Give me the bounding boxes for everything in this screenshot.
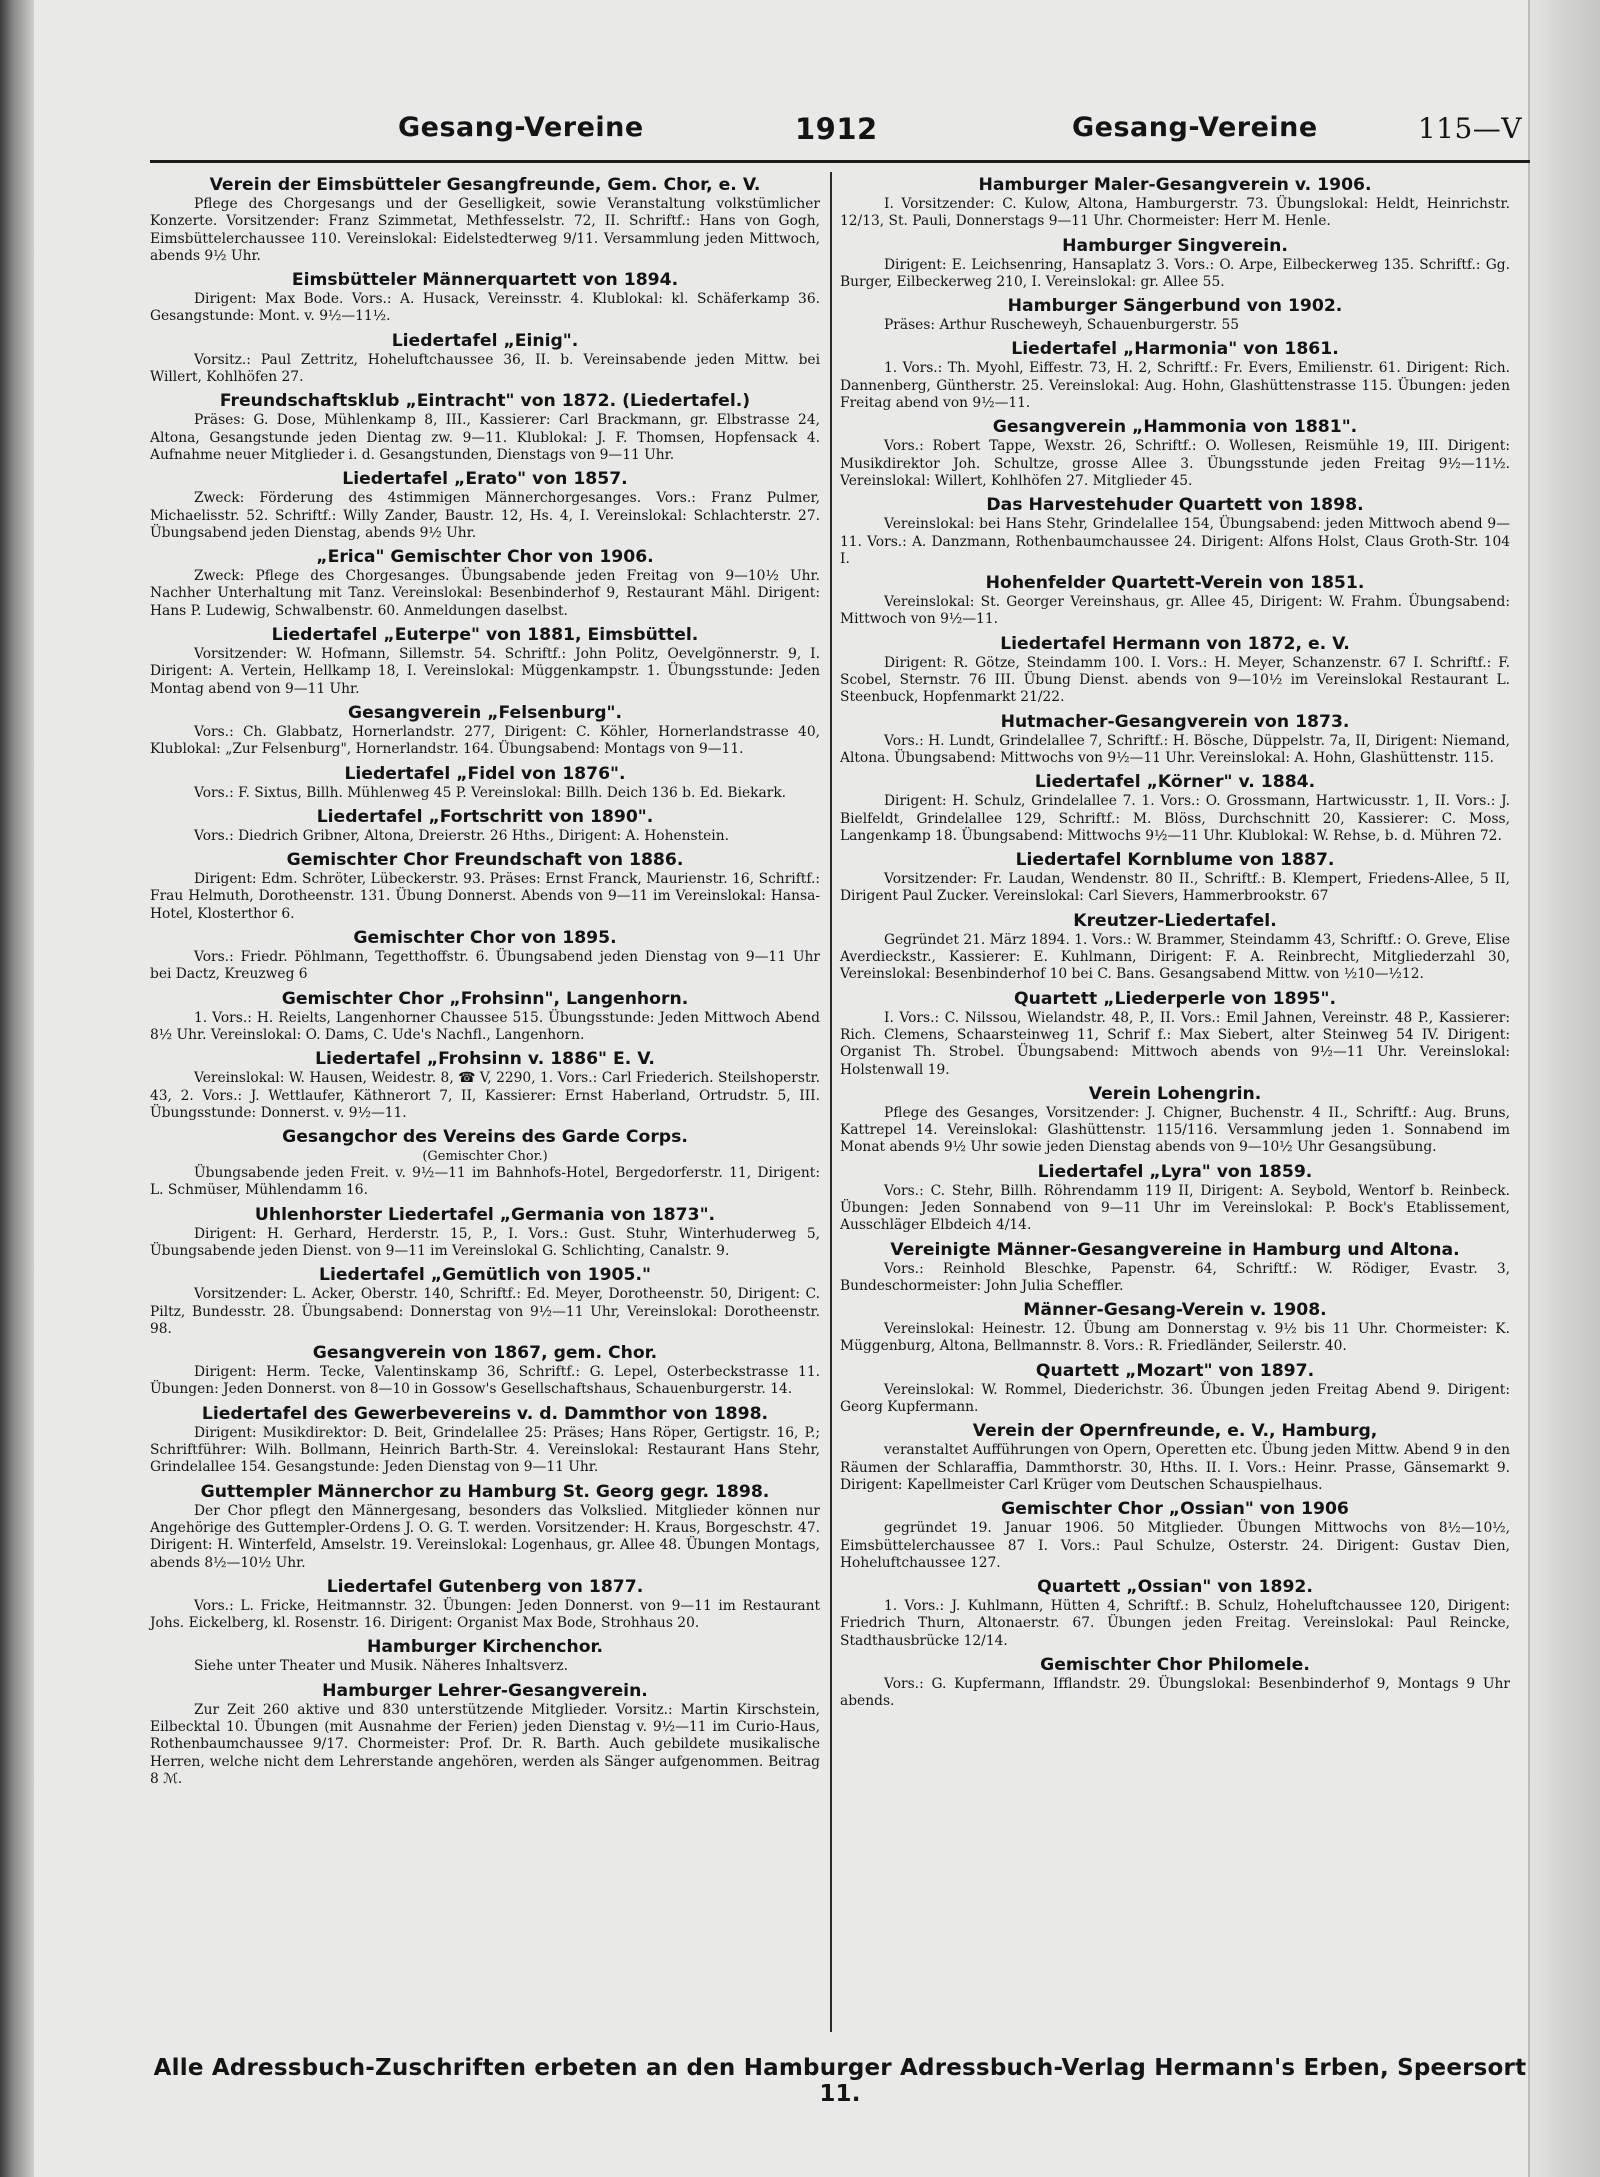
club-entry <box>150 1126 820 1200</box>
club-entry <box>840 771 1510 845</box>
club-details: Dirigent: Max Bode. Vors.: A. Husack, Vereinsstr. 4. Klublokal: kl. Schäferkamp 36. Gesangstunde: Mont. v. 9½—11½. <box>150 291 820 325</box>
club-details: Dirigent: H. Gerhard, Herderstr. 15, P., I. Vors.: Gust. Stuhr, Winterhuderweg 5, Übungsabende jeden Dienst. von 9—11 im Vereinslokal G. Schlichting, Canalstr. 9. <box>150 1225 820 1259</box>
club-details: Vorsitz.: Paul Zettritz, Hoheluftchaussee 36, II. b. Vereinsabende jeden Mittw. bei Willert, Kohlhöfen 27. <box>150 351 820 386</box>
club-name: Verein Lohengrin. <box>1088 1083 1262 1104</box>
club-details: Vors.: Friedr. Pöhlmann, Tegetthoffstr. 6. Übungsabend jeden Dienstag von 9—11 Uhr bei Dactz, Kreuzweg 6 <box>150 949 820 983</box>
club-details: veranstaltet Aufführungen von Opern, Operetten etc. Übung jeden Mittw. Abend 9 in den Räumen der Schlaraffia, Dammthorstr. 30, Hths. II. I. Vors.: Heinr. Prasse, Gänsemarkt 9. Dirigent: Kapellmeister Carl Krüger vom Deutschen Schauspielhaus. <box>840 1442 1510 1493</box>
club-details: Pflege des Gesanges, Vorsitzender: J. Chigner, Buchenstr. 4 II., Schriftf.: Aug. Bruns, Kattrepel 14. Vereinslokal: Glashüttenstr. 115/116. Versammlung jeden 1. Sonnabend im Monat abends 9½ Uhr sowie jeden Dienstag abends von 9—10½ Uhr Gesangsübung. <box>840 1104 1510 1156</box>
left-column <box>150 172 820 1792</box>
club-entry <box>840 1654 1510 1711</box>
club-details: Dirigent: E. Leichsenring, Hansaplatz 3. Vors.: O. Arpe, Eilbeckerweg 135. Schriftf.: Gg. Burger, Eilbeckerweg 210, I. Vereinslokal: gr. Allee 55. <box>840 256 1510 290</box>
club-entry <box>150 763 820 802</box>
club-name: Liedertafel Hermann von 1872, e. V. <box>1000 633 1350 654</box>
club-entry <box>840 711 1510 768</box>
club-name: Hamburger Lehrer-Gesangverein. <box>322 1680 648 1701</box>
club-entry <box>150 849 820 923</box>
club-details: Vors.: Robert Tappe, Wexstr. 26, Schriftf.: O. Wollesen, Reismühle 19, III. Dirigent: Musikdirektor Joh. Schultze, grosse Allee 3. Übungsstunde jeden Freitag 9½—11½. Vereinslokal: Willert, Kohlhöfen 27. Mitglieder 45. <box>840 438 1510 489</box>
club-details: Gegründet 21. März 1894. 1. Vors.: W. Brammer, Steindamm 43, Schriftf.: O. Greve, Elise Averdieckstr., Kassierer: E. Kuhlmann, Dirigent: F. A. Reinbrecht, Mitgliederzahl 30, Vereinslokal: Besenbinderhof 10 bei C. Bans. Gesangsabend Mittw. von ½10—½12. <box>840 931 1510 983</box>
column-divider <box>830 172 832 2032</box>
club-name: Hutmacher-Gesangverein von 1873. <box>1000 711 1350 732</box>
club-details: Vorsitzender: L. Acker, Oberstr. 140, Schriftf.: Ed. Meyer, Dorotheenstr. 50, Dirigent: C. Piltz, Bundesstr. 28. Übungsabend: Donnerstag von 9½—11 Uhr, Vereinslokal: Dorotheenstr. 98. <box>150 1286 820 1337</box>
club-entry <box>840 416 1510 490</box>
club-details: Siehe unter Theater und Musik. Näheres Inhaltsverz. <box>194 1658 568 1675</box>
club-name: Gemischter Chor „Frohsinn", Langenhorn. <box>281 988 689 1009</box>
club-name: Liedertafel „Körner" v. 1884. <box>1034 772 1316 793</box>
club-details: Dirigent: Musikdirektor: D. Beit, Grindelallee 25: Präses; Hans Röper, Gertigstr. 16, P.; Schriftführer: Wilh. Bollmann, Heinrich Barth-Str. 4. Vereinslokal: Restaurant Hans Stehr, Grindelallee 154. Gesangstunde: Jeden Dienstag von 9—11 Uhr. <box>150 1424 820 1476</box>
club-details: Vors.: Diedrich Gribner, Altona, Dreierstr. 26 Hths., Dirigent: A. Hohenstein. <box>194 827 729 844</box>
club-details: gegründet 19. Januar 1906. 50 Mitglieder. Übungen Mittwochs von 8½—10½, Eimsbüttelerchaussee 87 I. Vors.: Paul Schulze, Osterstr. 24. Dirigent: Gustav Dien, Hoheluftchaussee 127. <box>840 1520 1510 1571</box>
club-name: „Erica" Gemischter Chor von 1906. <box>316 547 654 568</box>
club-name: Quartett „Mozart" von 1897. <box>1035 1360 1315 1381</box>
club-details: Vors.: L. Fricke, Heitmannstr. 32. Übungen: Jeden Donnerst. von 9—11 im Restaurant Johs. Eickelberg, kl. Rosenstr. 16. Dirigent: Organist Max Bode, Strohhaus 20. <box>150 1597 820 1632</box>
club-name: Gemischter Chor „Ossian" von 1906 <box>1001 1499 1349 1520</box>
club-entry <box>150 1403 820 1477</box>
club-details: Dirigent: Herm. Tecke, Valentinskamp 36, Schriftf.: G. Lepel, Osterbeckstrasse 11. Übungen: Jeden Donnerst. von 8—10 in Gossow's Gesellschaftshaus, Schauenburgerstr. 14. <box>150 1364 820 1398</box>
club-entry <box>840 338 1510 412</box>
club-details: Zweck: Förderung des 4stimmigen Männerchorgesanges. Vors.: Franz Pulmer, Michaelisstr. 52. Schriftf.: Willy Zander, Baustr. 12, Hs. 4, I. Vereinslokal: Schlachterstr. 27. Übungsabend jeden Dienstag, abends 9½ Uhr. <box>150 490 820 541</box>
club-details: Zweck: Pflege des Chorgesanges. Übungsabende jeden Freitag von 9—10½ Uhr. Nachher Unterhaltung mit Tanz. Vereinslokal: Besenbinderhof 9, Restaurant Mähl. Dirigent: Hans P. Ludewig, Schwalbenstr. 60. Anmeldungen daselbst. <box>150 568 820 619</box>
club-name: Uhlenhorster Liedertafel „Germania von 1873". <box>254 1204 716 1225</box>
club-entry <box>840 174 1510 231</box>
club-name: Freundschaftsklub „Eintracht" von 1872. (Liedertafel.) <box>219 391 751 412</box>
club-details: Vereinslokal: Heinestr. 12. Übung am Donnerstag v. 9½ bis 11 Uhr. Chormeister: K. Müggenburg, Altona, Bellmannstr. 8. Vors.: R. Friedländer, Seilerstr. 40. <box>840 1321 1510 1355</box>
club-entry <box>150 806 820 845</box>
club-details: Vereinslokal: St. Georger Vereinshaus, gr. Allee 45, Dirigent: W. Frahm. Übungsabend: Mittwoch von 9½—11. <box>840 594 1510 628</box>
club-details: Vors.: Ch. Glabbatz, Hornerlandstr. 277, Dirigent: C. Köhler, Hornerlandstrasse 40, Klublokal: „Zur Felsenburg", Hornerlandstr. 164. Übungsabend: Montags von 9—11. <box>150 723 820 758</box>
club-subtitle: (Gemischter Chor.) <box>422 1149 548 1165</box>
header-rule <box>150 160 1530 163</box>
club-entry <box>840 633 1510 707</box>
club-name: Liedertafel Gutenberg von 1877. <box>326 1576 644 1597</box>
club-name: Quartett „Ossian" von 1892. <box>1037 1577 1313 1598</box>
club-entry <box>840 1239 1510 1296</box>
club-name: Liedertafel Kornblume von 1887. <box>1015 850 1335 871</box>
club-name: Liedertafel „Fortschritt von 1890". <box>316 806 654 827</box>
page-footer: Alle Adressbuch-Zuschriften erbeten an den Hamburger Adressbuch-Verlag Hermann's Erben, Speersort 11. <box>153 2055 1527 2107</box>
club-details: Vereinslokal: W. Rommel, Diederichstr. 36. Übungen jeden Freitag Abend 9. Dirigent: Georg Kupfermann. <box>840 1381 1510 1416</box>
club-entry <box>840 1420 1510 1494</box>
club-name: Gemischter Chor von 1895. <box>353 928 617 949</box>
club-name: Hohenfelder Quartett-Verein von 1851. <box>985 573 1365 594</box>
club-details: Dirigent: R. Götze, Steindamm 100. I. Vors.: H. Meyer, Schanzenstr. 67 I. Schriftf.: F. Scobel, Sternstr. 76 III. Übung Dienst. abends von 9—10½ im Vereinslokal Restaurant L. Steenbuck, Hopfenmarkt 21/22. <box>840 654 1510 706</box>
club-entry <box>840 849 1510 906</box>
club-entry <box>840 910 1510 984</box>
club-name: Gesangverein „Hammonia von 1881". <box>992 417 1358 438</box>
club-name: Gesangverein von 1867, gem. Chor. <box>312 1343 658 1364</box>
club-entry <box>150 1680 820 1788</box>
club-name: Hamburger Kirchenchor. <box>366 1637 604 1658</box>
club-entry <box>840 1576 1510 1650</box>
club-name: Verein der Eimsbütteler Gesangfreunde, Gem. Chor, e. V. <box>209 175 761 195</box>
club-details: Vereinslokal: bei Hans Stehr, Grindelallee 154, Übungsabend: jeden Mittwoch abend 9—11. Vors.: A. Danzmann, Rothenbaumchaussee 24. Dirigent: Alfons Holst, Claus Groth-Str. 104 I. <box>840 516 1510 567</box>
club-name: Liedertafel des Gewerbevereins v. d. Dammthor von 1898. <box>201 1403 769 1424</box>
club-name: Gemischter Chor Philomele. <box>1040 1655 1310 1676</box>
club-entry <box>840 494 1510 568</box>
scan-page-edge <box>1528 0 1600 2177</box>
club-entry <box>150 624 820 698</box>
club-entry <box>150 546 820 620</box>
club-details: Vors.: H. Lundt, Grindelallee 7, Schriftf.: H. Bösche, Düppelstr. 7a, II, Dirigent: Niemand, Altona. Übungsabend: Mittwochs von 9½—11 Uhr. Vereinslokal: A. Hohn, Glashüttenstr. 115. <box>840 732 1510 766</box>
club-details: Präses: Arthur Ruscheweyh, Schauenburgerstr. 55 <box>884 317 1240 334</box>
club-name: Liedertafel „Fidel von 1876". <box>344 763 626 784</box>
club-details: Der Chor pflegt den Männergesang, besonders das Volkslied. Mitglieder können nur Angehörige des Guttempler-Ordens J. O. G. T. werden. Vorsitzender: H. Kraus, Borgeschstr. 47. Dirigent: H. Winterfeld, Amselstr. 19. Vereinslokal: Logenhaus, gr. Allee 48. Übungen Montags, abends 8½—10½ Uhr. <box>150 1502 820 1571</box>
club-entry <box>150 1576 820 1633</box>
club-name: Männer-Gesang-Verein v. 1908. <box>1023 1300 1327 1321</box>
scan-binding-edge <box>0 0 34 2177</box>
header-right-title: Gesang-Vereine <box>1072 112 1318 143</box>
club-entry <box>150 390 820 464</box>
club-name: Hamburger Singverein. <box>1062 235 1288 256</box>
club-name: Gemischter Chor Freundschaft von 1886. <box>286 850 684 871</box>
club-name: Liedertafel „Gemütlich von 1905." <box>319 1265 651 1286</box>
club-entry <box>150 269 820 326</box>
club-details: Vorsitzender: W. Hofmann, Sillemstr. 54. Schriftf.: John Politz, Oevelgönnerstr. 9, I. Dirigent: A. Vertein, Hellkamp 18, I. Vereinslokal: Müggenkampstr. 1. Übungsstunde: Jeden Montag abend von 9—11 Uhr. <box>150 646 820 697</box>
club-entry <box>840 1360 1510 1417</box>
club-name: Liedertafel „Frohsinn v. 1886" E. V. <box>315 1049 655 1070</box>
club-name: Hamburger Sängerbund von 1902. <box>1007 296 1343 317</box>
club-entry <box>150 468 820 542</box>
club-name: Verein der Opernfreunde, e. V., Hamburg, <box>972 1421 1378 1442</box>
club-details: I. Vors.: C. Nilssou, Wielandstr. 48, P., II. Vors.: Emil Jahnen, Vereinstr. 48 P., Kassierer: Rich. Clemens, Schaarsteinweg 11, Schrif f.: Max Siebert, alter Steinweg 54 IV. Dirigent: Organist Th. Strobel. Übungsabend: Mittwoch abends von 9½—11 Uhr. Vereinslokal: Holstenwall 19. <box>840 1009 1510 1078</box>
header-year: 1912 <box>795 112 878 146</box>
club-entry <box>150 1048 820 1122</box>
club-details: Pflege des Chorgesangs und der Geselligkeit, sowie Veranstaltung volkstümlicher Konzerte. Vorsitzender: Franz Szimmetat, Methfesselstr. 72, II. Schriftf.: Hans von Gogh, Eimsbüttelerchaussee 110. Vereinslokal: Eidelstedterweg 9/11. Versammlung jeden Mittwoch, abends 9½ Uhr. <box>150 196 820 264</box>
club-details: Vors.: C. Stehr, Billh. Röhrendamm 119 II, Dirigent: A. Seybold, Wentorf b. Reinbeck. Übungen: Jeden Sonnabend von 9—11 Uhr im Vereinslokal: P. Bock's Etablissement, Ausschläger Elbdeich 4/14. <box>840 1182 1510 1234</box>
club-details: 1. Vors.: Th. Myohl, Eiffestr. 73, H. 2, Schriftf.: Fr. Evers, Emilienstr. 61. Dirigent: Rich. Dannenberg, Güntherstr. 25. Vereinslokal: Aug. Hohn, Glashüttenstrasse 115. Übungen: jeden Freitag abend von 9½—11. <box>840 360 1510 412</box>
club-entry <box>150 702 820 759</box>
club-details: I. Vorsitzender: C. Kulow, Altona, Hamburgerstr. 73. Übungslokal: Heldt, Heinrichstr. 12/13, St. Pauli, Donnerstags 9—11 Uhr. Chormeister: Herr M. Henle. <box>840 196 1510 230</box>
club-name: Eimsbütteler Männerquartett von 1894. <box>291 270 679 291</box>
club-details: Dirigent: Edm. Schröter, Lübeckerstr. 93. Präses: Ernst Franck, Maurienstr. 16, Schriftf.: Frau Helmuth, Dorotheenstr. 131. Übung Donnerst. Abends von 9—11 im Vereinslokal: Hansa-Hotel, Klosterthor 6. <box>150 871 820 922</box>
club-name: Gesangverein „Felsenburg". <box>347 702 623 723</box>
club-details: Vors.: F. Sixtus, Billh. Mühlenweg 45 P. Vereinslokal: Billh. Deich 136 b. Ed. Biekark. <box>194 784 787 801</box>
club-name: Liedertafel „Erato" von 1857. <box>342 469 628 490</box>
club-entry <box>840 295 1510 334</box>
club-name: Liedertafel „Harmonia" von 1861. <box>1011 339 1339 360</box>
club-name: Hamburger Maler-Gesangverein v. 1906. <box>978 175 1372 195</box>
club-entry <box>840 235 1510 292</box>
club-entry <box>150 174 820 265</box>
club-entry <box>840 572 1510 629</box>
club-details: Dirigent: H. Schulz, Grindelallee 7. 1. Vors.: O. Grossmann, Hartwicusstr. 1, II. Vors.: J. Bielfeldt, Grindelallee 129, Schriftf.: M. Blöss, Durchschnitt 20, Kassierer: C. Moss, Langenkamp 18. Übungsabend: Mittwochs 9½—11 Uhr. Klublokal: W. Rehse, b. d. Mühren 72. <box>840 793 1510 844</box>
club-name: Das Harvestehuder Quartett von 1898. <box>986 495 1364 516</box>
club-entry <box>150 988 820 1045</box>
club-entry <box>840 1083 1510 1157</box>
club-entry <box>840 988 1510 1079</box>
club-entry <box>150 927 820 984</box>
page-header <box>150 112 1530 152</box>
club-entry <box>840 1161 1510 1235</box>
club-details: 1. Vors.: J. Kuhlmann, Hütten 4, Schriftf.: B. Schulz, Hoheluftchaussee 120, Dirigent: Friedrich Thurn, Altonaerstr. 67. Übungen jeden Freitag. Vereinslokal: Paul Reincke, Stadthausbrücke 12/14. <box>840 1598 1510 1649</box>
club-name: Quartett „Liederperle von 1895". <box>1014 988 1336 1009</box>
club-name: Liedertafel „Einig". <box>391 330 579 351</box>
club-name: Liedertafel „Lyra" von 1859. <box>1037 1161 1313 1182</box>
club-name: Gesangchor des Vereins des Garde Corps. <box>282 1127 688 1148</box>
club-details: Vorsitzender: Fr. Laudan, Wendenstr. 80 II., Schriftf.: B. Klempert, Friedens-Allee, 5 II, Dirigent Paul Zucker. Vereinslokal: Carl Sievers, Hammerbrookstr. 67 <box>840 871 1510 905</box>
club-name: Kreutzer-Liedertafel. <box>1073 910 1277 931</box>
club-details: Vors.: G. Kupfermann, Ifflandstr. 29. Übungslokal: Besenbinderhof 9, Montags 9 Uhr abends. <box>840 1676 1510 1710</box>
club-entry <box>150 1204 820 1261</box>
club-details: Übungsabende jeden Freit. v. 9½—11 im Bahnhofs-Hotel, Bergedorferstr. 11, Dirigent: L. Schmüser, Mühlendamm 16. <box>150 1165 820 1199</box>
club-entry <box>150 1264 820 1338</box>
club-name: Guttempler Männerchor zu Hamburg St. Georg gegr. 1898. <box>200 1481 770 1502</box>
club-entry <box>150 1636 820 1675</box>
club-details: 1. Vors.: H. Reielts, Langenhorner Chaussee 515. Übungsstunde: Jeden Mittwoch Abend 8½ Uhr. Vereinslokal: O. Dams, C. Ude's Nachfl., Langenhorn. <box>150 1009 820 1043</box>
club-entry <box>150 330 820 387</box>
club-entry <box>840 1498 1510 1572</box>
club-entry <box>150 1481 820 1572</box>
club-details: Vereinslokal: W. Hausen, Weidestr. 8, ☎ V, 2290, 1. Vors.: Carl Friederich. Steilshoperstr. 43, 2. Vors.: J. Wettlaufer, Käthnerort 7, II, Kassierer: Ernst Haberland, Ortrudstr. 5, III. Übungsstunde: Donnerst. v. 9½—11. <box>150 1070 820 1121</box>
right-column <box>840 172 1510 1715</box>
club-entry <box>840 1299 1510 1356</box>
directory-page <box>150 100 1530 2120</box>
header-page-number: 115—V <box>1417 112 1522 145</box>
club-name: Liedertafel „Euterpe" von 1881, Eimsbüttel. <box>271 625 699 646</box>
club-entry <box>150 1342 820 1399</box>
club-details: Vors.: Reinhold Bleschke, Papenstr. 64, Schriftf.: W. Rödiger, Evastr. 3, Bundeschormeister: John Julia Scheffler. <box>840 1260 1510 1294</box>
club-details: Zur Zeit 260 aktive und 830 unterstützende Mitglieder. Vorsitz.: Martin Kirschstein, Eilbecktal 10. Übungen (mit Ausnahme der Ferien) jeden Dienstag v. 9½—11 im Curio-Haus, Rothenbaumchaussee 9/17. Chormeister: Prof. Dr. R. Barth. Auch gebildete musikalische Herren, welche nicht dem Lehrerstande angehören, werden als Sänger aufgenommen. Beitrag 8 ℳ. <box>150 1701 820 1787</box>
header-left-title: Gesang-Vereine <box>398 112 644 143</box>
club-name: Vereinigte Männer-Gesangvereine in Hamburg und Altona. <box>890 1239 1460 1260</box>
club-details: Präses: G. Dose, Mühlenkamp 8, III., Kassierer: Carl Brackmann, gr. Elbstrasse 24, Altona, Gesangstunde jeden Dientag zw. 9—11. Klublokal: J. F. Thomsen, Hopfensack 4. Aufnahme neuer Mitglieder i. d. Gesangstunden, Dienstags von 9—11 Uhr. <box>150 412 820 463</box>
